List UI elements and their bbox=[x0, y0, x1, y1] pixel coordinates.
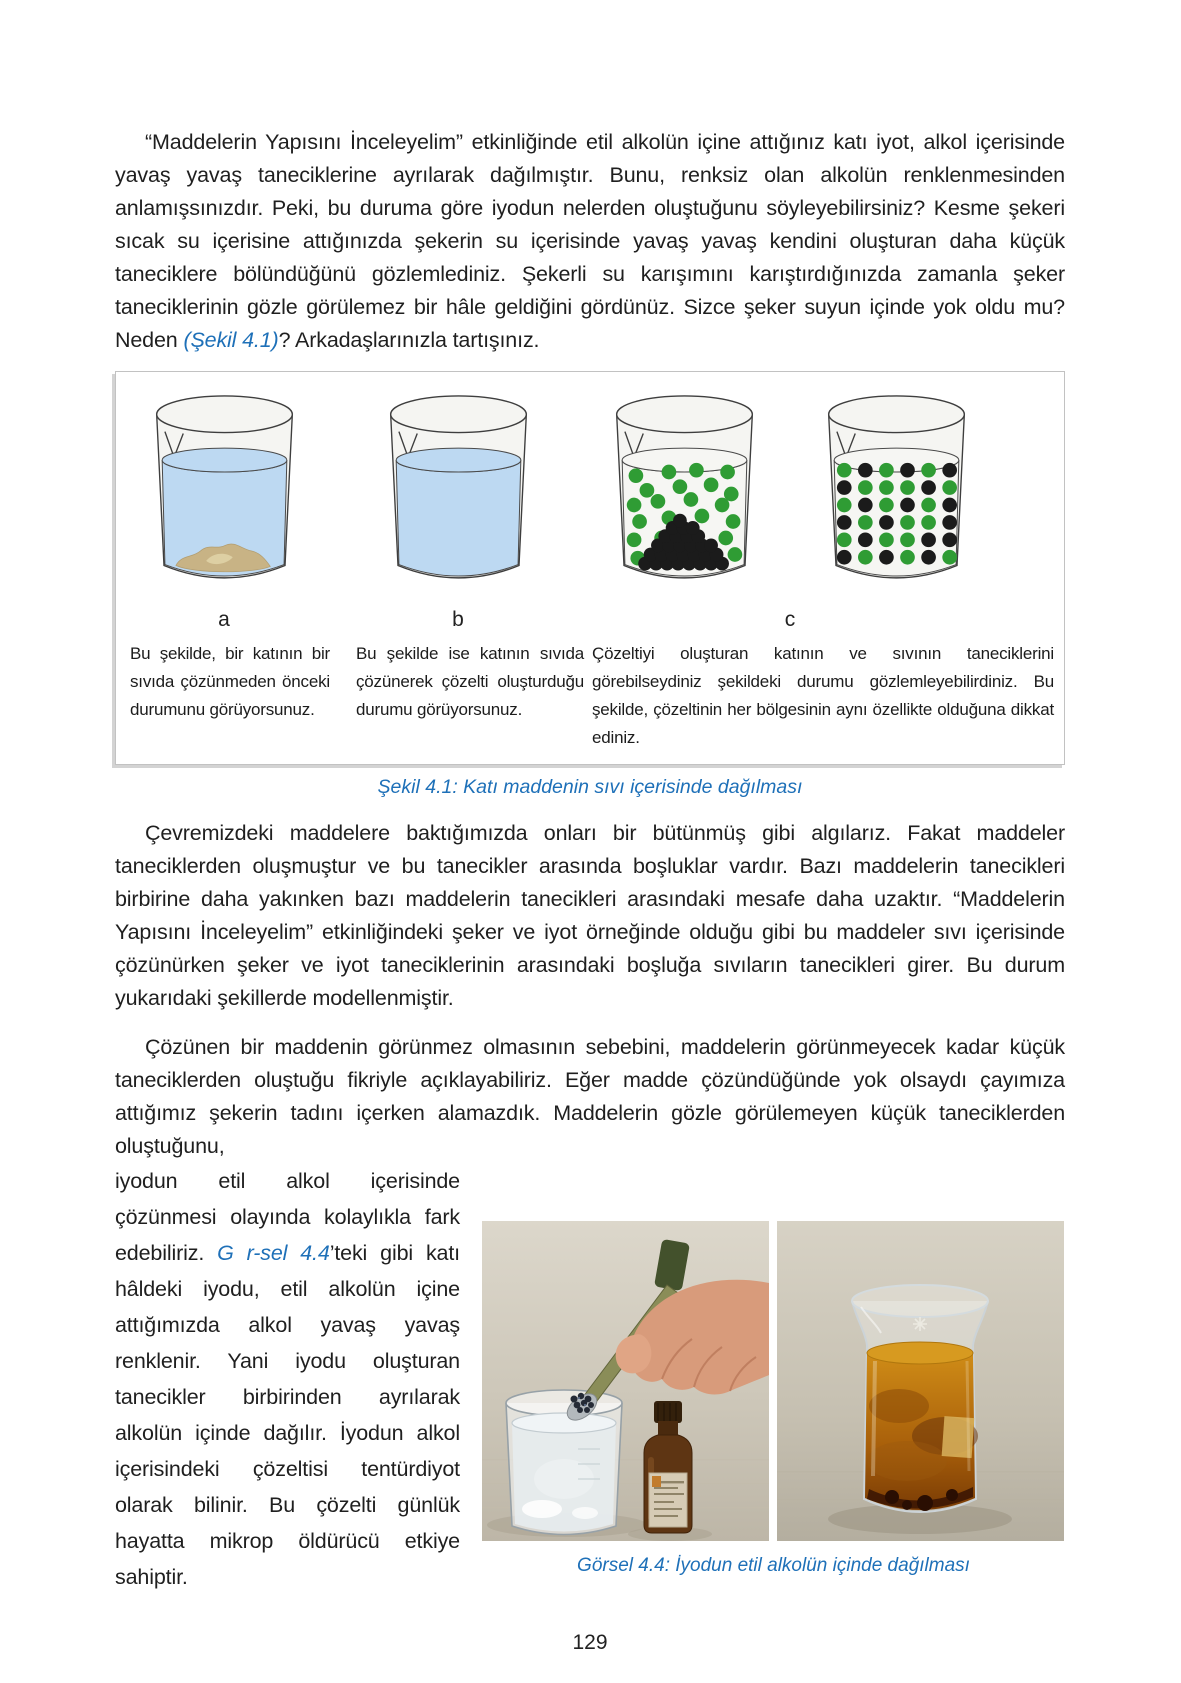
page-content bbox=[115, 0, 1065, 1655]
beaker-caption-b: Bu şekilde ise katının sıvıda çözünerek çözelti oluşturduğu durumu görüyorsunuz. bbox=[356, 644, 584, 719]
figure-reference: (Şekil 4.1) bbox=[183, 328, 279, 352]
paragraph-particles: Çevremizdeki maddelere baktığımızda onları bir bütünmüş gibi algılarız. Fakat maddeler taneciklerden oluşmuştur ve bu tanecikler arasında boşluklar vardır. Bazı maddelerin tanecikleri birbirine daha yakınken bazı maddelerin tanecikleri arasındaki mesafe daha uzaktır. “Maddelerin Yapısını İnceleyelim” etkinliğindeki şeker ve iyot örneğinde olduğu gibi bu maddeler sıvı içerisinde çözünürken şeker ve iyot taneciklerinin arasındaki boşluğa sıvıların tanecikleri girer. Bu durum yukarıdaki şekillerde modellenmiştir. bbox=[115, 821, 1065, 1010]
beaker-c-particles-dissolving bbox=[588, 384, 781, 604]
beaker-label-b: b bbox=[452, 608, 464, 631]
beaker-with-tincture bbox=[852, 1285, 988, 1512]
photo-iodine-spatula bbox=[482, 1221, 769, 1541]
paragraph-dissolving-top: Çözünen bir maddenin görünmez olmasının sebebini, maddelerin görünmeyecek kadar küçük taneciklerden oluştuğu fikriyle açıklayabiliriz. Eğer madde çözündüğünde yok olsaydı çayımıza attığımız şekerin tadını içerken alamazdık. Maddelerin gözle görülemeyen küçük taneciklerden oluştuğunu, bbox=[115, 1035, 1065, 1158]
photo-caption: Görsel 4.4: İyodun etil alkolün içinde dağılması bbox=[577, 1555, 970, 1576]
beaker-b-solution bbox=[362, 384, 555, 604]
beaker-c-particles-mixed bbox=[800, 384, 993, 604]
photo-row bbox=[482, 1221, 1065, 1541]
beaker-label-a: a bbox=[218, 608, 230, 631]
page-number: 129 bbox=[572, 1631, 608, 1654]
paragraph-dissolving-column: iyodun etil alkol içerisinde çözünmesi olayında kolaylıkla fark edebiliriz. G r-sel 4.4’teki gibi katı hâldeki iyodu, etil alkolün içine attığımızda alkol yavaş yavaş renklenir. Yani iyodu oluşturan tanecikler birbirinden ayrılarak alkolün içinde dağılır. İyodun alkol içerisindeki çözeltisi tentürdiyot olarak bilinir. Bu çözelti günlük hayatta mikrop öldürücü etkiye sahiptir. bbox=[115, 1169, 460, 1589]
paragraph-intro: “Maddelerin Yapısını İnceleyelim” etkinliğinde etil alkolün içine attığınız katı iyot, alkol içerisinde yavaş yavaş taneciklerine ayrılarak dağılmıştır. Bunu, renksiz olan alkolün renklenmesinden anlamışsınızdır. Peki, bu duruma göre iyodun nelerden oluştuğunu söyleyebilirsiniz? Kesme şekeri sıcak su içerisine attığınızda şekerin su içerisinde yavaş yavaş kendini oluşturan daha küçük taneciklere bölündüğünü gözlemlediniz. Şekerli su karışımını karıştırdığınızda zamanla şeker taneciklerinin gözle görülemez bir hâle geldiğini gördünüz. Sizce şeker suyun içinde yok oldu mu? Neden (Şekil 4.1)? Arkadaşlarınızla tartışınız. bbox=[115, 130, 1065, 352]
figure-4-1-box bbox=[115, 371, 1065, 765]
beaker-caption-a: Bu şekilde, bir katının bir sıvıda çözünmeden önceki durumunu görüyorsunuz. bbox=[130, 644, 330, 719]
text-photo-row bbox=[115, 1163, 1065, 1595]
photo-iodine-solution bbox=[777, 1221, 1064, 1541]
figure-caption: Şekil 4.1: Katı maddenin sıvı içerisinde dağılması bbox=[377, 776, 803, 798]
beaker-logo-mark bbox=[913, 1317, 927, 1331]
beaker-label-c: c bbox=[784, 608, 796, 631]
beaker-a-undissolved-solid bbox=[128, 384, 321, 604]
photos-block bbox=[482, 1163, 1065, 1595]
beaker-with-alcohol bbox=[506, 1390, 622, 1535]
figure-reference: G r-sel 4.4 bbox=[217, 1241, 330, 1265]
beaker-caption-c: Çözeltiyi oluşturan katının ve sıvının taneciklerini görebilseydiniz şekildeki durumu gözlemleyebilirdiniz. Bu şekilde, çözeltinin her bölgesinin aynı özellikte olduğuna dikkat ediniz. bbox=[592, 644, 1054, 747]
